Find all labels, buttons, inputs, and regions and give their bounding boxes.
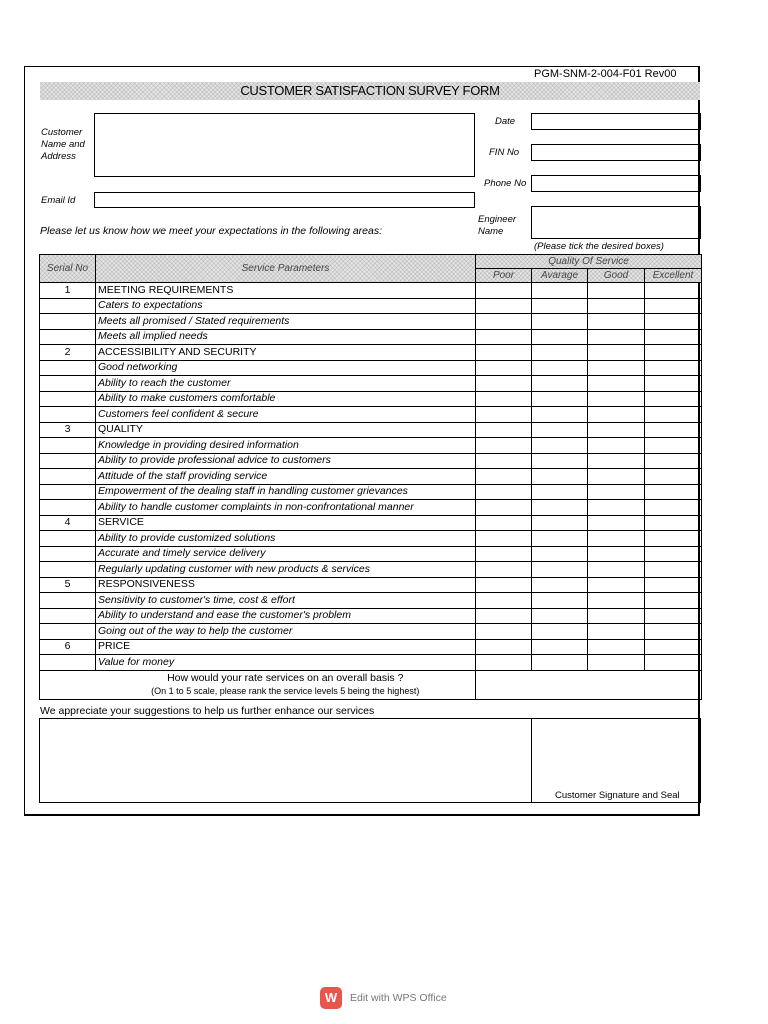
rating-box-average[interactable]: [532, 608, 588, 624]
table-row: [40, 391, 702, 407]
engineer-label: Engineer Name: [478, 214, 517, 237]
rating-box-poor[interactable]: [476, 314, 532, 330]
overall-rating-cell[interactable]: [476, 670, 702, 699]
rating-box-poor[interactable]: [476, 577, 532, 593]
doc-code: PGM-SNM-2-004-F01 Rev00: [534, 68, 677, 80]
service-parameter: Ability to provide professional advice to customers: [96, 453, 476, 469]
rating-box-good[interactable]: [588, 639, 645, 655]
table-row: [40, 624, 702, 640]
serial-number: [40, 608, 96, 624]
rating-box-good[interactable]: [588, 655, 645, 671]
rating-box-average[interactable]: [532, 655, 588, 671]
rating-box-average[interactable]: [532, 515, 588, 531]
rating-box-average[interactable]: [532, 314, 588, 330]
service-parameter: Ability to handle customer complaints in non-confrontational manner: [96, 500, 476, 516]
table-row: [40, 639, 702, 655]
table-row: [40, 562, 702, 578]
rating-header-excellent: Excellent: [645, 269, 702, 283]
serial-number: [40, 329, 96, 345]
rating-box-average[interactable]: [532, 531, 588, 547]
rating-box-excellent[interactable]: [645, 531, 702, 547]
rating-box-poor[interactable]: [476, 608, 532, 624]
quality-header: Quality Of Service: [476, 255, 702, 269]
service-parameter: Value for money: [96, 655, 476, 671]
serial-number: [40, 298, 96, 314]
rating-box-poor[interactable]: [476, 639, 532, 655]
rating-box-poor[interactable]: [476, 329, 532, 345]
rating-box-excellent[interactable]: [645, 314, 702, 330]
table-row: [40, 469, 702, 485]
rating-box-poor[interactable]: [476, 438, 532, 454]
service-parameter: Meets all implied needs: [96, 329, 476, 345]
rating-box-excellent[interactable]: [645, 298, 702, 314]
rating-box-excellent[interactable]: [645, 484, 702, 500]
rating-box-excellent[interactable]: [645, 407, 702, 423]
service-parameter: Ability to provide customized solutions: [96, 531, 476, 547]
rating-box-poor[interactable]: [476, 391, 532, 407]
rating-box-excellent[interactable]: [645, 577, 702, 593]
service-parameter: RESPONSIVENESS: [96, 577, 476, 593]
customer-address-field[interactable]: [94, 113, 475, 177]
rating-box-good[interactable]: [588, 484, 645, 500]
rating-box-poor[interactable]: [476, 422, 532, 438]
rating-box-poor[interactable]: [476, 376, 532, 392]
rating-box-good[interactable]: [588, 608, 645, 624]
rating-box-poor[interactable]: [476, 531, 532, 547]
service-parameter: Sensitivity to customer's time, cost & effort: [96, 593, 476, 609]
service-parameter: Ability to make customers comfortable: [96, 391, 476, 407]
rating-box-good[interactable]: [588, 345, 645, 361]
rating-box-poor[interactable]: [476, 593, 532, 609]
overall-question-cell: [96, 670, 476, 699]
service-parameter: Attitude of the staff providing service: [96, 469, 476, 485]
rating-box-average[interactable]: [532, 624, 588, 640]
rating-box-excellent[interactable]: [645, 360, 702, 376]
rating-box-excellent[interactable]: [645, 639, 702, 655]
serial-number: 6: [40, 639, 96, 655]
serial-number: [40, 531, 96, 547]
serial-number: 5: [40, 577, 96, 593]
service-parameter: Regularly updating customer with new products & services: [96, 562, 476, 578]
rating-box-good[interactable]: [588, 438, 645, 454]
survey-table: [39, 254, 702, 700]
table-row: [40, 360, 702, 376]
table-row: [40, 376, 702, 392]
rating-box-average[interactable]: [532, 546, 588, 562]
rating-box-average[interactable]: [532, 391, 588, 407]
table-row: [40, 283, 702, 299]
rating-box-excellent[interactable]: [645, 283, 702, 299]
serial-number: [40, 469, 96, 485]
phone-field[interactable]: [531, 175, 701, 192]
rating-box-poor[interactable]: [476, 546, 532, 562]
rating-box-excellent[interactable]: [645, 376, 702, 392]
table-row: [40, 655, 702, 671]
form-title: CUSTOMER SATISFACTION SURVEY FORM: [240, 83, 500, 98]
table-row: [40, 484, 702, 500]
params-header: Service Parameters: [96, 255, 476, 283]
customer-label: Customer Name and Address: [41, 127, 85, 162]
service-parameter: Ability to reach the customer: [96, 376, 476, 392]
rating-box-good[interactable]: [588, 500, 645, 516]
rating-box-excellent[interactable]: [645, 593, 702, 609]
service-parameter: Customers feel confident & secure: [96, 407, 476, 423]
rating-box-poor[interactable]: [476, 360, 532, 376]
table-row: [40, 453, 702, 469]
table-row: [40, 531, 702, 547]
date-field[interactable]: [531, 113, 701, 130]
serial-number: [40, 593, 96, 609]
rating-box-poor[interactable]: [476, 469, 532, 485]
intro-text: Please let us know how we meet your expectations in the following areas:: [40, 225, 383, 237]
service-parameter: MEETING REQUIREMENTS: [96, 283, 476, 299]
rating-box-poor[interactable]: [476, 500, 532, 516]
serial-number: 1: [40, 283, 96, 299]
table-row: [40, 345, 702, 361]
table-row: [40, 329, 702, 345]
rating-box-average[interactable]: [532, 283, 588, 299]
overall-question: How would your rate services on an overall basis ?: [167, 671, 404, 684]
rating-box-excellent[interactable]: [645, 500, 702, 516]
date-label: Date: [495, 116, 516, 127]
rating-box-average[interactable]: [532, 469, 588, 485]
overall-spacer: [40, 670, 96, 699]
overall-note: (On 1 to 5 scale, please rank the service levels 5 being the highest): [151, 685, 420, 696]
rating-box-poor[interactable]: [476, 624, 532, 640]
table-row: [40, 407, 702, 423]
rating-box-good[interactable]: [588, 422, 645, 438]
service-parameter: SERVICE: [96, 515, 476, 531]
service-parameter: Caters to expectations: [96, 298, 476, 314]
serial-number: 2: [40, 345, 96, 361]
rating-box-excellent[interactable]: [645, 345, 702, 361]
rating-box-average[interactable]: [532, 453, 588, 469]
service-parameter: ACCESSIBILITY AND SECURITY: [96, 345, 476, 361]
wps-logo-icon: W: [320, 987, 342, 1009]
rating-box-poor[interactable]: [476, 655, 532, 671]
rating-box-average[interactable]: [532, 639, 588, 655]
rating-box-average[interactable]: [532, 360, 588, 376]
rating-box-good[interactable]: [588, 329, 645, 345]
service-parameter: Accurate and timely service delivery: [96, 546, 476, 562]
serial-header: Serial No: [40, 255, 96, 283]
rating-box-excellent[interactable]: [645, 515, 702, 531]
wps-footer[interactable]: [320, 987, 447, 1009]
table-row: [40, 500, 702, 516]
rating-box-good[interactable]: [588, 360, 645, 376]
rating-box-good[interactable]: [588, 283, 645, 299]
rating-box-average[interactable]: [532, 438, 588, 454]
service-parameter: QUALITY: [96, 422, 476, 438]
rating-box-poor[interactable]: [476, 453, 532, 469]
table-row: [40, 422, 702, 438]
serial-number: 3: [40, 422, 96, 438]
rating-box-good[interactable]: [588, 298, 645, 314]
fin-label: FIN No: [489, 147, 520, 158]
rating-box-good[interactable]: [588, 453, 645, 469]
serial-number: [40, 314, 96, 330]
rating-box-average[interactable]: [532, 593, 588, 609]
rating-box-excellent[interactable]: [645, 562, 702, 578]
wps-text: Edit with WPS Office: [350, 992, 447, 1004]
table-row: [40, 298, 702, 314]
service-parameter: Meets all promised / Stated requirements: [96, 314, 476, 330]
rating-header-good: Good: [588, 269, 645, 283]
serial-number: [40, 500, 96, 516]
table-row: [40, 515, 702, 531]
serial-number: [40, 546, 96, 562]
rating-box-poor[interactable]: [476, 484, 532, 500]
rating-box-poor[interactable]: [476, 562, 532, 578]
service-parameter: Ability to understand and ease the customer's problem: [96, 608, 476, 624]
serial-number: [40, 484, 96, 500]
rating-box-average[interactable]: [532, 329, 588, 345]
serial-number: [40, 562, 96, 578]
table-row: [40, 577, 702, 593]
rating-box-average[interactable]: [532, 376, 588, 392]
rating-box-average[interactable]: [532, 422, 588, 438]
rating-box-good[interactable]: [588, 391, 645, 407]
table-row: [40, 546, 702, 562]
rating-box-excellent[interactable]: [645, 608, 702, 624]
rating-box-excellent[interactable]: [645, 546, 702, 562]
rating-box-excellent[interactable]: [645, 329, 702, 345]
serial-number: [40, 453, 96, 469]
rating-box-good[interactable]: [588, 577, 645, 593]
rating-box-excellent[interactable]: [645, 469, 702, 485]
table-row: [40, 608, 702, 624]
rating-header-average: Avarage: [532, 269, 588, 283]
rating-box-good[interactable]: [588, 562, 645, 578]
rating-box-good[interactable]: [588, 546, 645, 562]
rating-box-average[interactable]: [532, 577, 588, 593]
rating-box-good[interactable]: [588, 593, 645, 609]
email-label: Email Id: [41, 195, 76, 206]
phone-label: Phone No: [484, 178, 527, 189]
service-parameter: Knowledge in providing desired information: [96, 438, 476, 454]
serial-number: [40, 624, 96, 640]
rating-box-good[interactable]: [588, 407, 645, 423]
email-field[interactable]: [94, 192, 475, 208]
rating-box-good[interactable]: [588, 531, 645, 547]
rating-box-average[interactable]: [532, 500, 588, 516]
rating-box-average[interactable]: [532, 345, 588, 361]
table-row: [40, 593, 702, 609]
service-parameter: PRICE: [96, 639, 476, 655]
rating-box-excellent[interactable]: [645, 422, 702, 438]
rating-box-average[interactable]: [532, 298, 588, 314]
serial-number: 4: [40, 515, 96, 531]
engineer-field[interactable]: [531, 206, 701, 239]
serial-number: [40, 360, 96, 376]
rating-box-good[interactable]: [588, 314, 645, 330]
suggestions-label: We appreciate your suggestions to help us further enhance our services: [40, 705, 375, 717]
serial-number: [40, 407, 96, 423]
rating-box-poor[interactable]: [476, 298, 532, 314]
rating-box-good[interactable]: [588, 624, 645, 640]
rating-box-good[interactable]: [588, 376, 645, 392]
rating-box-excellent[interactable]: [645, 624, 702, 640]
rating-box-excellent[interactable]: [645, 453, 702, 469]
serial-number: [40, 655, 96, 671]
rating-box-poor[interactable]: [476, 345, 532, 361]
tick-note: (Please tick the desired boxes): [534, 241, 664, 252]
rating-box-average[interactable]: [532, 562, 588, 578]
rating-header-poor: Poor: [476, 269, 532, 283]
signature-label: Customer Signature and Seal: [555, 790, 680, 801]
table-row: [40, 314, 702, 330]
rating-box-average[interactable]: [532, 484, 588, 500]
serial-number: [40, 391, 96, 407]
serial-number: [40, 376, 96, 392]
rating-box-good[interactable]: [588, 469, 645, 485]
service-parameter: Empowerment of the dealing staff in handling customer grievances: [96, 484, 476, 500]
serial-number: [40, 438, 96, 454]
rating-box-excellent[interactable]: [645, 438, 702, 454]
rating-box-poor[interactable]: [476, 283, 532, 299]
table-row: [40, 438, 702, 454]
rating-box-good[interactable]: [588, 515, 645, 531]
rating-box-excellent[interactable]: [645, 655, 702, 671]
service-parameter: Going out of the way to help the customer: [96, 624, 476, 640]
service-parameter: Good networking: [96, 360, 476, 376]
rating-box-average[interactable]: [532, 407, 588, 423]
rating-box-poor[interactable]: [476, 515, 532, 531]
fin-field[interactable]: [531, 144, 701, 161]
signature-divider: [531, 718, 532, 803]
rating-box-excellent[interactable]: [645, 391, 702, 407]
rating-box-poor[interactable]: [476, 407, 532, 423]
